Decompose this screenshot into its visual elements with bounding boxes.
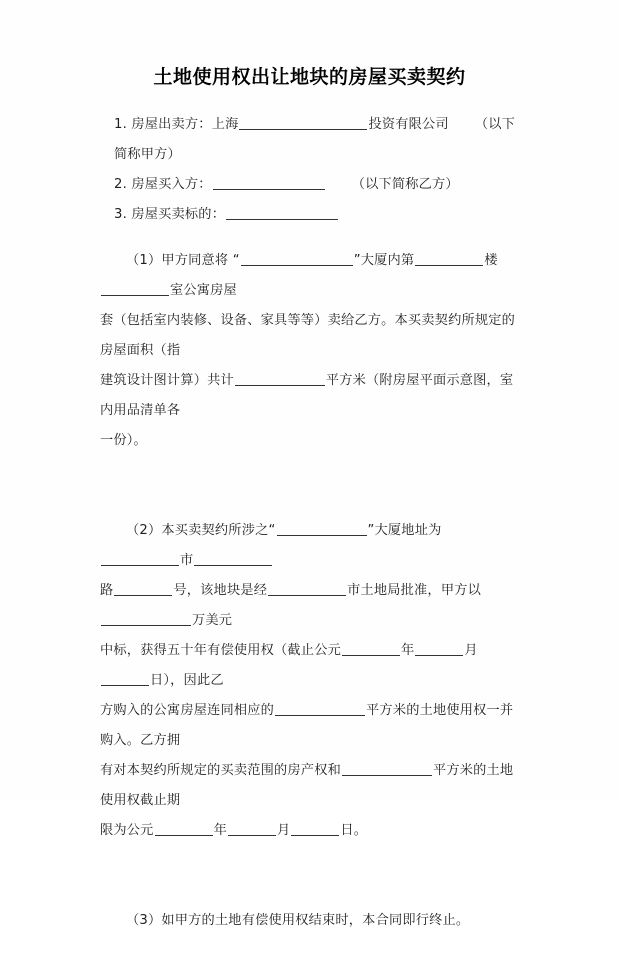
text-run: 路 <box>100 583 114 598</box>
fill-in-blank[interactable] <box>155 822 213 836</box>
text-run: 平方米（附房屋平面示意图，室内用品清单各 <box>100 373 514 418</box>
fill-in-blank[interactable] <box>275 702 365 716</box>
text-run: 建筑设计图计算）共计 <box>100 373 234 388</box>
fill-in-blank[interactable] <box>101 552 179 566</box>
fill-in-blank[interactable] <box>239 116 367 130</box>
text-run: 一份）。 <box>100 433 147 448</box>
spacer <box>100 876 520 906</box>
fill-in-blank[interactable] <box>114 582 172 596</box>
text-run: 市土地局批准，甲方以 <box>347 583 481 598</box>
text-run: 室公寓房屋 <box>170 283 237 298</box>
clause-line <box>100 816 520 846</box>
clause-2 <box>100 516 520 846</box>
clause-line <box>100 756 520 816</box>
text-run: 年 <box>400 643 415 658</box>
text-run: （2）本买卖契约所涉之“ <box>126 523 276 538</box>
clause-line <box>100 636 520 696</box>
fill-in-blank[interactable] <box>228 822 276 836</box>
fill-in-blank[interactable] <box>342 642 400 656</box>
text-run: 上海 <box>211 117 239 132</box>
spacer <box>100 486 520 516</box>
fill-in-blank[interactable] <box>101 612 191 626</box>
clause-line <box>100 426 520 456</box>
fill-in-blank[interactable] <box>415 252 483 266</box>
spacer <box>100 230 520 246</box>
text-run: 平方米的土地使用权截止期 <box>100 763 514 808</box>
fill-in-blank[interactable] <box>241 252 353 266</box>
text-run: 套（包括室内装修、设备、家具等等）卖给乙方。本买卖契约所规定的房屋面积（指 <box>100 313 516 358</box>
text-run: 3. 房屋买卖标的： <box>114 207 226 222</box>
fill-in-blank[interactable] <box>101 672 149 686</box>
clause-1 <box>100 246 520 456</box>
item-seller <box>100 110 520 170</box>
text-run: ”大厦内第 <box>353 253 415 268</box>
fill-in-blank[interactable] <box>415 642 463 656</box>
text-run: 平方米的土地使用权一并购入。乙方拥 <box>100 703 514 748</box>
text-run: 方购入的公寓房屋连同相应的 <box>100 703 275 718</box>
fill-in-blank[interactable] <box>235 372 325 386</box>
text-run: 万美元 <box>192 613 233 628</box>
text-run: （1）甲方同意将 “ <box>126 253 240 268</box>
text-run: 日），因此乙 <box>150 673 224 688</box>
text-run: 月 <box>464 643 478 658</box>
text-run: ”大厦地址为 <box>367 523 442 538</box>
text-run: （3）如甲方的土地有偿使用权结束时，本合同即行终止。 <box>126 913 470 928</box>
text-run: 月 <box>276 823 291 838</box>
text-run: 楼 <box>484 253 498 268</box>
fill-in-blank[interactable] <box>277 522 367 536</box>
clause-3 <box>100 906 520 936</box>
numbered-items <box>100 110 520 230</box>
text-run: 2. 房屋买入方： <box>114 177 212 192</box>
text-run: 号，该地块是经 <box>173 583 268 598</box>
clause-line <box>100 306 520 366</box>
fill-in-blank[interactable] <box>291 822 339 836</box>
page-title: 土地使用权出让地块的房屋买卖契约 <box>153 66 466 88</box>
clause-line <box>100 696 520 756</box>
fill-in-blank[interactable] <box>342 762 432 776</box>
clause-line <box>100 366 520 426</box>
fill-in-blank[interactable] <box>194 552 272 566</box>
text-run: （以下简称乙方） <box>351 177 459 192</box>
text-run: 1. 房屋出卖方： <box>114 117 212 132</box>
clause-line <box>100 246 520 306</box>
text-run: 市 <box>180 553 194 568</box>
fill-in-blank[interactable] <box>101 282 169 296</box>
text-run: 年 <box>213 823 227 838</box>
fill-in-blank[interactable] <box>213 176 325 190</box>
clause-line <box>100 906 520 936</box>
clause-line <box>100 516 520 576</box>
fill-in-blank[interactable] <box>268 582 346 596</box>
document-body <box>100 110 520 966</box>
text-run: 有对本契约所规定的买卖范围的房产权和 <box>100 763 341 778</box>
text-run: （以下简称甲方） <box>114 117 515 162</box>
fill-in-blank[interactable] <box>226 206 338 220</box>
text-run: 限为公元 <box>100 823 154 838</box>
item-subject <box>100 200 520 230</box>
text-run: 中标，获得五十年有偿使用权（截止公元 <box>100 643 341 658</box>
clause-line <box>100 576 520 636</box>
text-run: 日。 <box>340 823 368 838</box>
text-run: 投资有限公司 <box>368 117 449 132</box>
item-buyer <box>100 170 520 200</box>
